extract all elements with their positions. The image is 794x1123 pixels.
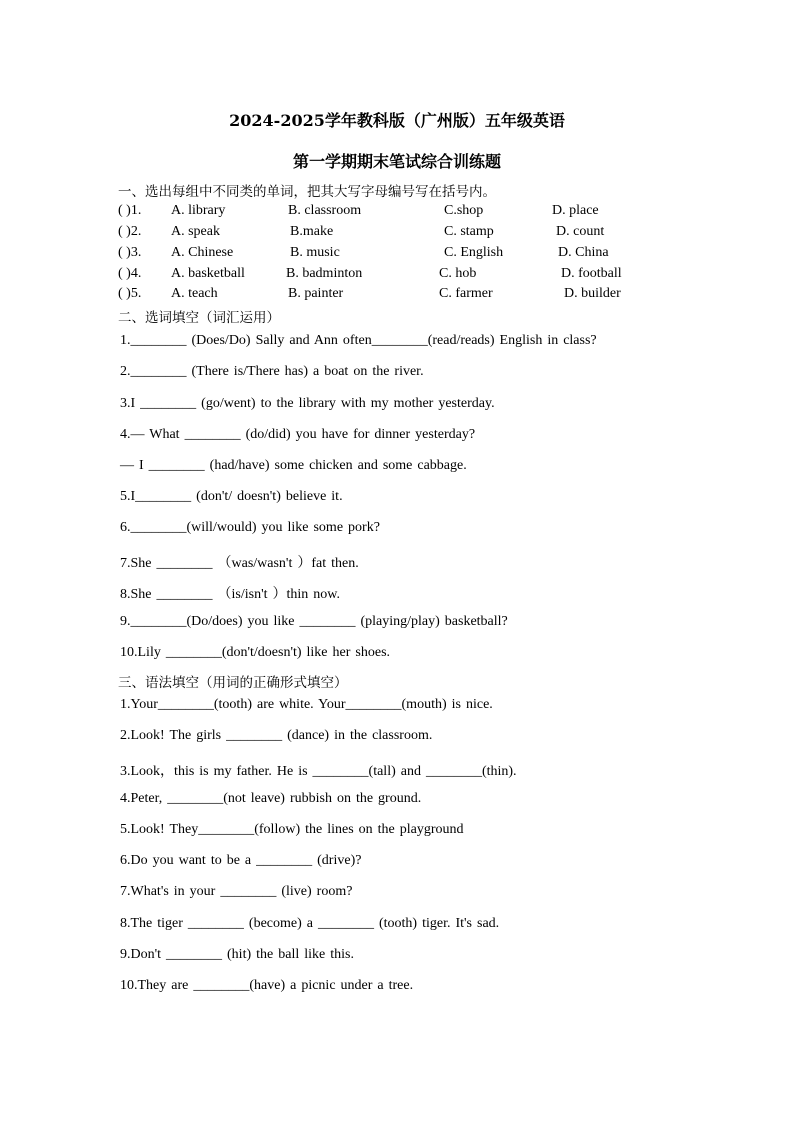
mc-option-a: A. teach: [171, 286, 218, 301]
mc-option-c: C. stamp: [444, 224, 494, 239]
mc-question-3: [118, 245, 718, 263]
grammar-question: 1.Your________(tooth) are white. Your________(mouth) is nice.: [120, 697, 493, 712]
mc-option-c: C.shop: [444, 203, 484, 218]
grammar-question: 10.They are ________(have) a picnic under a tree.: [120, 978, 414, 993]
fill-question: 7.She ________ （was/wasn't ）fat then.: [120, 556, 359, 571]
grammar-question: 7.What's in your ________ (live) room?: [120, 884, 353, 899]
mc-question-4: [118, 266, 718, 284]
fill-question: 4.— What ________ (do/did) you have for dinner yesterday?: [120, 427, 476, 442]
mc-number: ( )3.: [118, 245, 142, 260]
mc-option-b: B. music: [290, 245, 340, 260]
mc-option-b: B. badminton: [286, 266, 363, 281]
mc-question-5: [118, 286, 718, 304]
mc-number: ( )5.: [118, 286, 142, 301]
fill-question: 1.________ (Does/Do) Sally and Ann often________(read/reads) English in class?: [120, 333, 597, 348]
fill-question: 3.I ________ (go/went) to the library with my mother yesterday.: [120, 396, 495, 411]
mc-option-a: A. library: [171, 203, 226, 218]
grammar-question: 2.Look! The girls ________ (dance) in the classroom.: [120, 728, 433, 743]
section2-heading: 二、选词填空（词汇运用）: [118, 310, 280, 326]
grammar-question: 3.Look，this is my father. He is ________(tall) and ________(thin).: [120, 764, 517, 779]
grammar-question: 4.Peter, ________(not leave) rubbish on the ground.: [120, 791, 422, 806]
mc-option-d: D. place: [552, 203, 599, 218]
fill-question: — I ________ (had/have) some chicken and some cabbage.: [120, 458, 467, 473]
fill-question: 9.________(Do/does) you like ________ (playing/play) basketball?: [120, 614, 508, 629]
mc-option-d: D. football: [561, 266, 622, 281]
mc-number: ( )2.: [118, 224, 142, 239]
mc-option-b: B. painter: [288, 286, 344, 301]
grammar-question: 6.Do you want to be a ________ (drive)?: [120, 853, 362, 868]
mc-option-c: C. farmer: [439, 286, 493, 301]
mc-number: ( )1.: [118, 203, 142, 218]
fill-question: 5.I________ (don't/ doesn't) believe it.: [120, 489, 343, 504]
mc-option-c: C. hob: [439, 266, 477, 281]
mc-number: ( )4.: [118, 266, 142, 281]
mc-option-d: D. builder: [564, 286, 621, 301]
mc-option-d: D. count: [556, 224, 605, 239]
fill-question: 8.She ________ （is/isn't ）thin now.: [120, 587, 340, 602]
mc-option-b: B.make: [290, 224, 334, 239]
section3-heading: 三、语法填空（用词的正确形式填空）: [118, 675, 348, 691]
grammar-question: 8.The tiger ________ (become) a ________ (tooth) tiger. It's sad.: [120, 916, 500, 931]
mc-question-2: [118, 224, 718, 242]
fill-question: 10.Lily ________(don't/doesn't) like her shoes.: [120, 645, 391, 660]
grammar-question: 5.Look! They________(follow) the lines on the playground: [120, 822, 464, 837]
exam-title: 2024-2025学年教科版（广州版）五年级英语: [229, 111, 565, 130]
mc-question-1: [118, 203, 718, 221]
mc-option-d: D. China: [558, 245, 609, 260]
grammar-question: 9.Don't ________ (hit) the ball like this.: [120, 947, 354, 962]
section1-heading: 一、选出每组中不同类的单词，把其大写字母编号写在括号内。: [118, 184, 496, 200]
mc-option-b: B. classroom: [288, 203, 362, 218]
mc-option-a: A. basketball: [171, 266, 245, 281]
exam-subtitle: 第一学期期末笔试综合训练题: [292, 152, 501, 171]
mc-option-a: A. Chinese: [171, 245, 234, 260]
fill-question: 6.________(will/would) you like some pork?: [120, 520, 380, 535]
mc-option-a: A. speak: [171, 224, 220, 239]
mc-option-c: C. English: [444, 245, 504, 260]
fill-question: 2.________ (There is/There has) a boat on the river.: [120, 364, 424, 379]
